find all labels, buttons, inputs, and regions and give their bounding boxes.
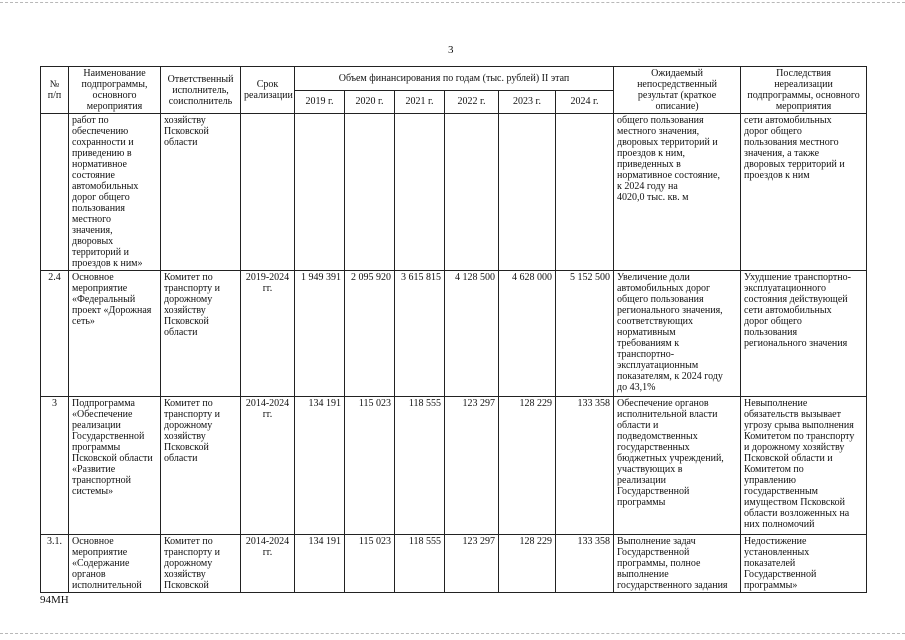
row-consequences: Недостижение установленных показателей Государственной программы» <box>741 535 867 593</box>
row-value: 4 628 000 <box>499 271 556 397</box>
table-row <box>41 271 867 397</box>
row-term <box>241 114 295 271</box>
row-value: 115 023 <box>345 535 395 593</box>
scan-bottom-edge <box>0 633 905 634</box>
row-responsible: Комитет по транспорту и дорожному хозяйству Псковской области <box>161 397 241 535</box>
row-consequences: Невыполнение обязательств вызывает угрозу срыва выполнения Комитетом по транспорту и дорожному хозяйству Псковской области и Комитетом по управлению государственным имуществом Псковской области возложенных на них полномочий <box>741 397 867 535</box>
row-value: 128 229 <box>499 397 556 535</box>
row-value <box>445 114 499 271</box>
row-name: Основное мероприятие «Содержание органов исполнительной <box>69 535 161 593</box>
row-result: Обеспечение органов исполнительной власти области и подведомственных государственных бюджетных учреждений, участвующих в реализации Государственной программы <box>614 397 741 535</box>
row-value: 133 358 <box>556 535 614 593</box>
row-value: 118 555 <box>395 535 445 593</box>
row-value <box>295 114 345 271</box>
row-value: 123 297 <box>445 397 499 535</box>
row-responsible: Комитет по транспорту и дорожному хозяйству Псковской области <box>161 271 241 397</box>
row-num: 2.4 <box>41 271 69 397</box>
row-num: 3.1. <box>41 535 69 593</box>
footer-code: 94МН <box>40 594 69 606</box>
funding-table <box>40 66 867 593</box>
header-name: Наименование подпрограммы, основного мероприятия <box>69 67 161 114</box>
header-year: 2023 г. <box>499 90 556 114</box>
header-year: 2021 г. <box>395 90 445 114</box>
row-num: 3 <box>41 397 69 535</box>
row-value: 3 615 815 <box>395 271 445 397</box>
row-term: 2019-2024 гг. <box>241 271 295 397</box>
row-consequences: сети автомобильных дорог общего пользования местного значения, а также дворовых территорий и проездов к ним <box>741 114 867 271</box>
table-row <box>41 114 867 271</box>
row-value: 118 555 <box>395 397 445 535</box>
header-row <box>41 67 867 91</box>
row-result: Выполнение задач Государственной программы, полное выполнение государственного задания <box>614 535 741 593</box>
row-responsible: Комитет по транспорту и дорожному хозяйству Псковской <box>161 535 241 593</box>
row-num <box>41 114 69 271</box>
row-value <box>499 114 556 271</box>
header-consequences: Последствия нереализации подпрограммы, основного мероприятия <box>741 67 867 114</box>
row-name: Основное мероприятие «Федеральный проект «Дорожная сеть» <box>69 271 161 397</box>
header-term: Срок реализации <box>241 67 295 114</box>
row-value: 5 152 500 <box>556 271 614 397</box>
row-value <box>556 114 614 271</box>
table-row <box>41 397 867 535</box>
row-responsible: хозяйству Псковской области <box>161 114 241 271</box>
row-value <box>395 114 445 271</box>
row-value: 115 023 <box>345 397 395 535</box>
row-value: 134 191 <box>295 397 345 535</box>
row-value: 128 229 <box>499 535 556 593</box>
row-consequences: Ухудшение транспортно- эксплуатационного состояния действующей сети автомобильных дорог общего пользования регионального значения <box>741 271 867 397</box>
page-number: 3 <box>448 44 454 56</box>
row-value: 123 297 <box>445 535 499 593</box>
row-value: 4 128 500 <box>445 271 499 397</box>
row-result: общего пользования местного значения, дворовых территорий и проездов к ним, приведенных в нормативное состояние, к 2024 году на 4020,0 тыс. кв. м <box>614 114 741 271</box>
row-name: работ по обеспечению сохранности и приведению в нормативное состояние автомобильных дорог общего пользования местного значения, дворовых территорий и проездов к ним» <box>69 114 161 271</box>
row-value: 134 191 <box>295 535 345 593</box>
header-year: 2019 г. <box>295 90 345 114</box>
header-result: Ожидаемый непосредственный результат (краткое описание) <box>614 67 741 114</box>
header-year: 2024 г. <box>556 90 614 114</box>
row-name: Подпрограмма «Обеспечение реализации Государственной программы Псковской области «Развитие транспортной системы» <box>69 397 161 535</box>
row-value: 133 358 <box>556 397 614 535</box>
header-responsible: Ответственный исполнитель, соисполнитель <box>161 67 241 114</box>
table-row <box>41 535 867 593</box>
row-value: 1 949 391 <box>295 271 345 397</box>
header-year: 2022 г. <box>445 90 499 114</box>
header-funding: Объем финансирования по годам (тыс. рублей) II этап <box>295 67 614 91</box>
row-term: 2014-2024 гг. <box>241 397 295 535</box>
row-term: 2014-2024 гг. <box>241 535 295 593</box>
row-result: Увеличение доли автомобильных дорог общего пользования регионального значения, соответствующих нормативным требованиям к транспортно- эксплуатационным показателям, к 2024 году до 43,1% <box>614 271 741 397</box>
header-num: № п/п <box>41 67 69 114</box>
row-value <box>345 114 395 271</box>
header-year: 2020 г. <box>345 90 395 114</box>
row-value: 2 095 920 <box>345 271 395 397</box>
scan-top-edge <box>0 2 905 3</box>
